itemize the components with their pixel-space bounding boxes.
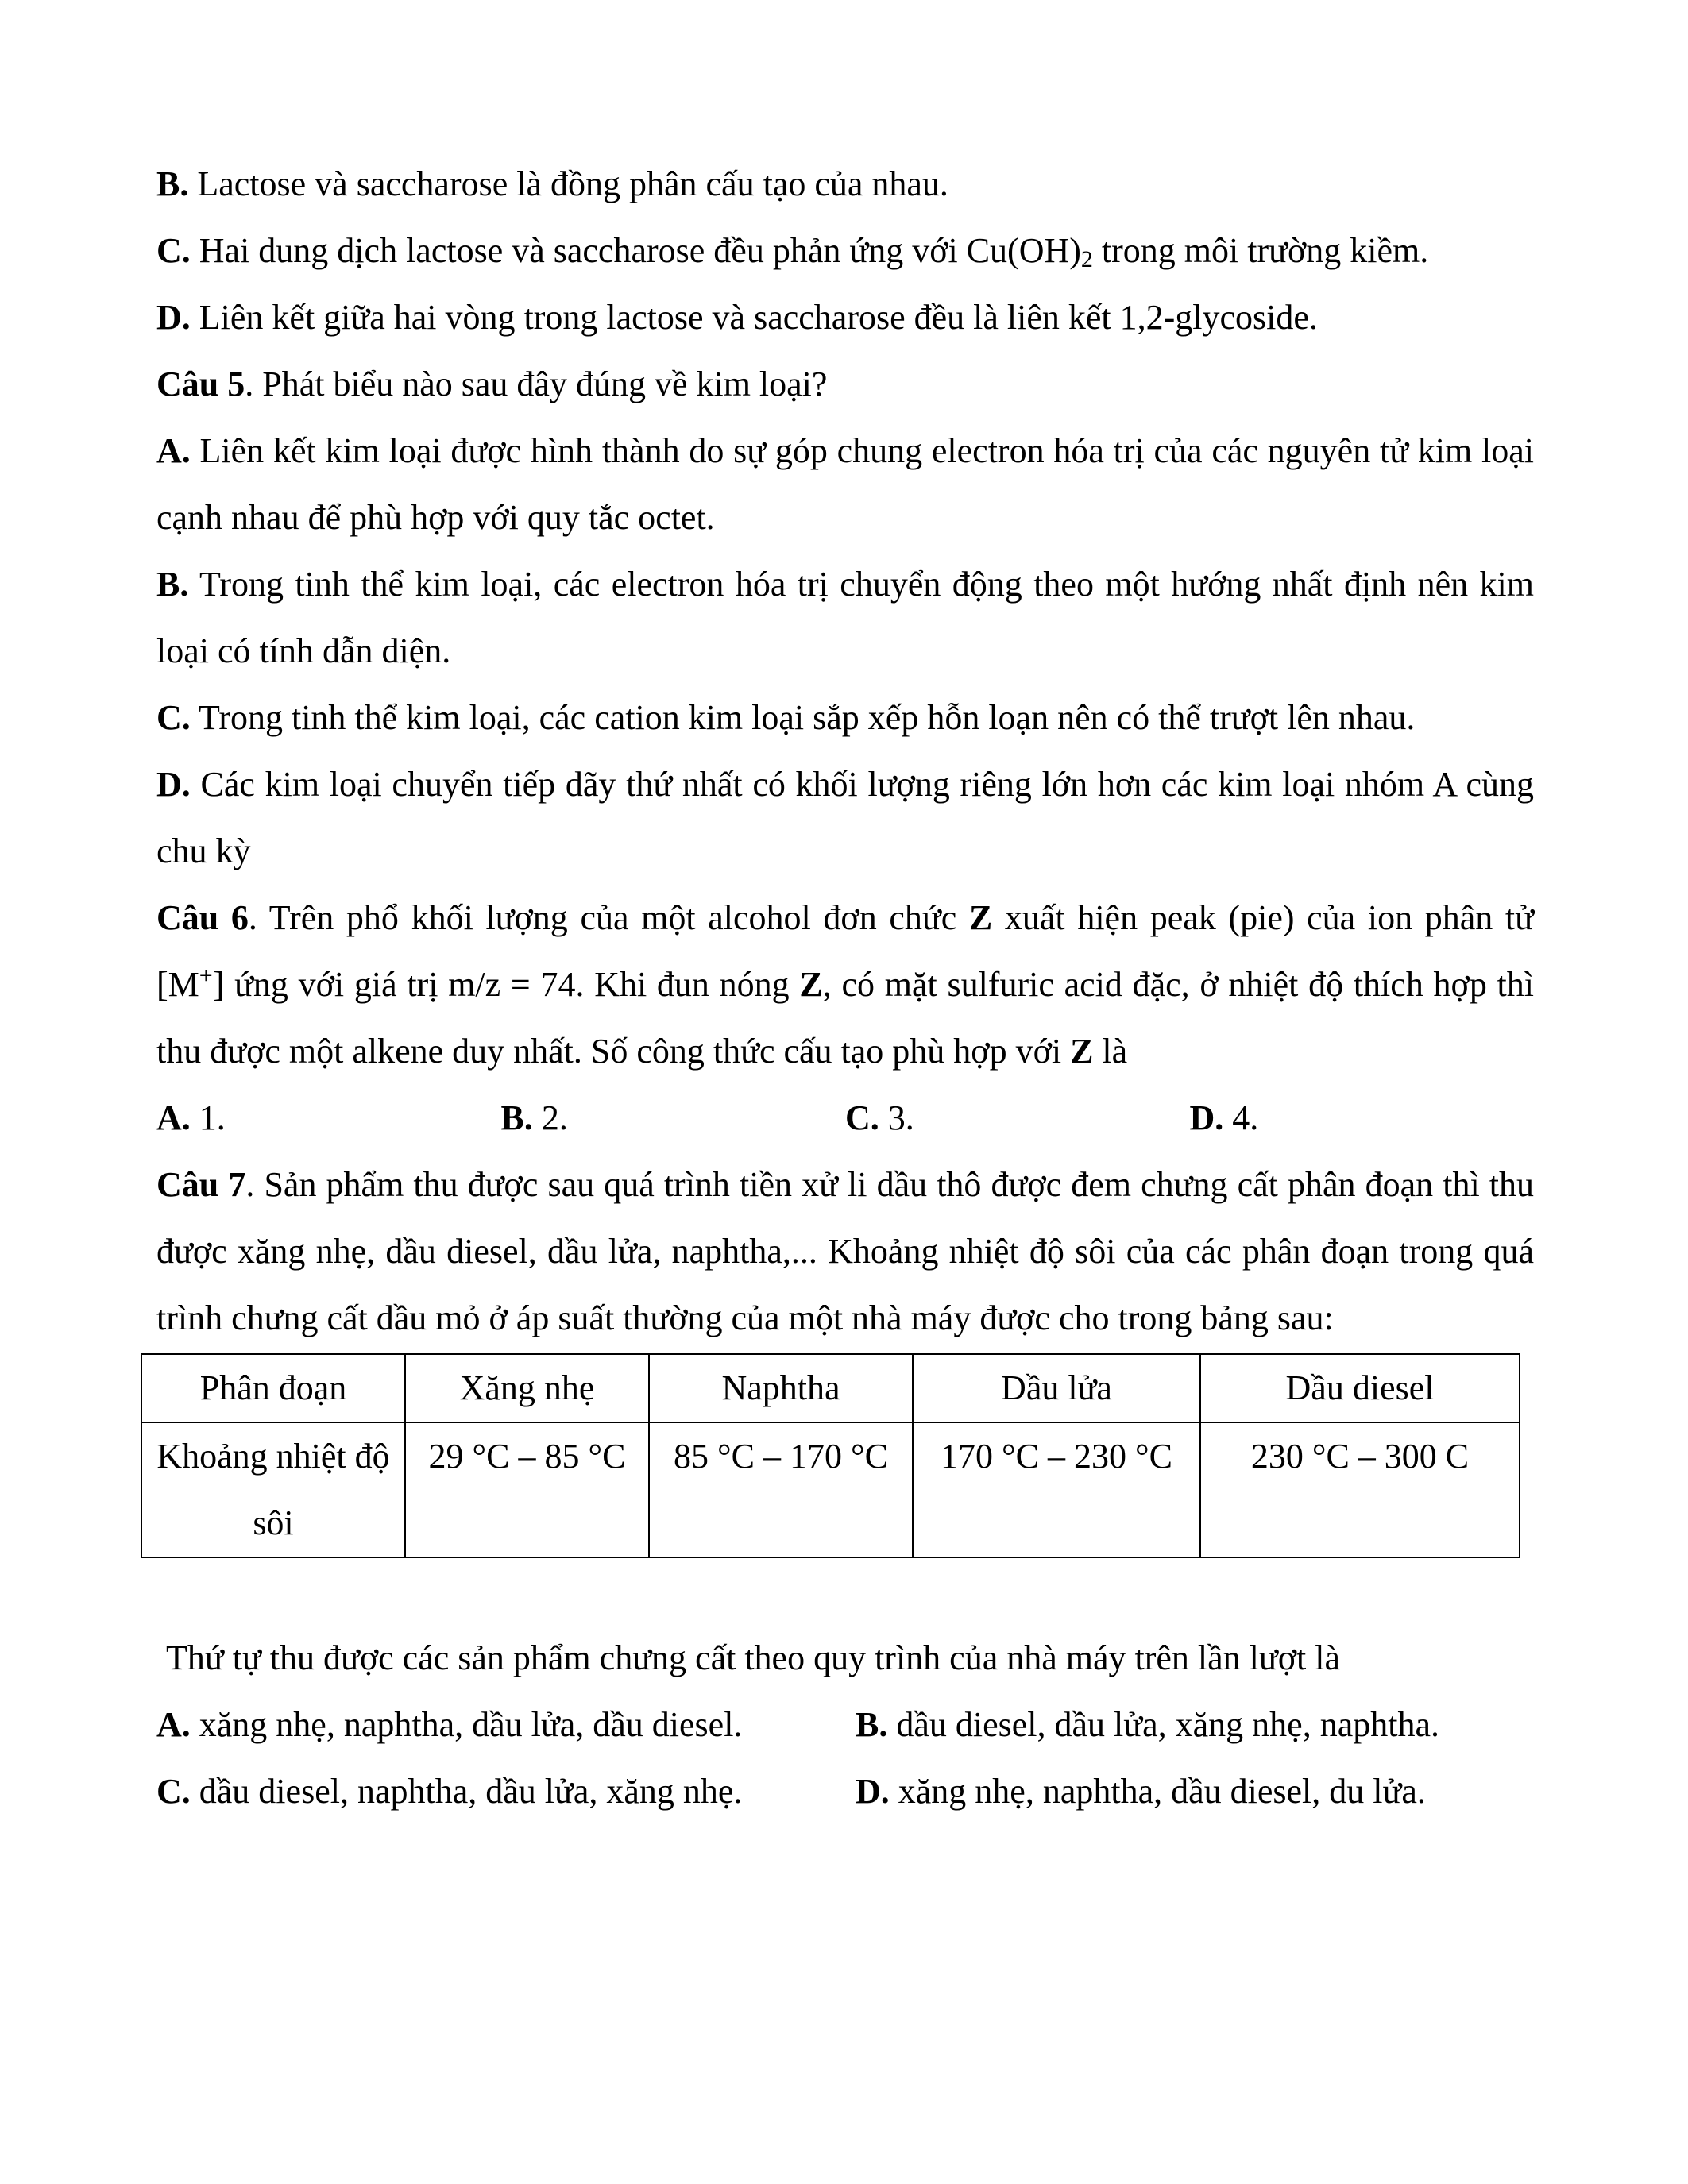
- option-text: Hai dung dịch lactose và saccharose đều phản ứng với Cu(OH): [199, 231, 1081, 270]
- q4-option-c: [156, 218, 1534, 284]
- option-label: A.: [156, 1098, 191, 1137]
- q7-options-row-1: [156, 1692, 1534, 1758]
- option-label: D.: [1189, 1098, 1224, 1137]
- option-label: A.: [156, 1705, 191, 1744]
- table-cell: 230 °C – 300 C: [1200, 1422, 1520, 1557]
- q6-options: [156, 1085, 1534, 1152]
- variable-z: Z: [799, 965, 823, 1004]
- variable-z: Z: [1070, 1032, 1094, 1071]
- option-text: 3.: [879, 1098, 914, 1137]
- option-label: D.: [856, 1772, 890, 1811]
- table-cell: 29 °C – 85 °C: [405, 1422, 649, 1557]
- option-label: D.: [156, 765, 191, 804]
- option-label: C.: [156, 231, 191, 270]
- option-label: B.: [156, 565, 189, 604]
- question-text: là: [1093, 1032, 1128, 1071]
- q6-option-d: [1190, 1085, 1535, 1152]
- q5-stem: [156, 351, 1534, 418]
- q5-option-a: [156, 418, 1534, 551]
- question-text: . Trên phổ khối lượng của một alcohol đơn chức: [248, 898, 969, 937]
- option-text: trong môi trường kiềm.: [1092, 231, 1429, 270]
- question-text: . Phát biểu nào sau đây đúng về kim loại?: [245, 365, 828, 403]
- q7-option-d: [856, 1758, 1534, 1825]
- option-text: Trong tinh thể kim loại, các cation kim loại sắp xếp hỗn loạn nên có thể trượt lên nhau.: [199, 698, 1416, 737]
- q4-option-b: [156, 151, 1534, 218]
- option-label: B.: [156, 164, 189, 203]
- exam-page: [156, 151, 1534, 1825]
- question-label: Câu 7: [156, 1165, 246, 1204]
- table-cell: Naphtha: [649, 1354, 913, 1422]
- question-text: . Sản phẩm thu được sau quá trình tiền xử li dầu thô được đem chưng cất phân đoạn thì thu được xăng nhẹ, dầu diesel, dầu lửa, naphtha,... Khoảng nhiệt độ sôi của các phân đoạn trong quá trình chưng cất dầu mỏ ở áp suất thường của một nhà máy được cho trong bảng sau:: [156, 1165, 1534, 1337]
- table-cell: 170 °C – 230 °C: [913, 1422, 1200, 1557]
- table-cell: Dầu lửa: [913, 1354, 1200, 1422]
- option-label: D.: [156, 298, 191, 337]
- option-text: 4.: [1223, 1098, 1259, 1137]
- q7-option-c: [156, 1758, 856, 1825]
- q5-option-d: [156, 751, 1534, 885]
- option-text: dầu diesel, naphtha, dầu lửa, xăng nhẹ.: [190, 1772, 743, 1811]
- option-text: Liên kết giữa hai vòng trong lactose và saccharose đều là liên kết 1,2-glycoside.: [199, 298, 1318, 337]
- option-label: C.: [845, 1098, 879, 1137]
- q7-options-row-2: [156, 1758, 1534, 1825]
- superscript: +: [199, 963, 213, 989]
- option-text: xăng nhẹ, naphtha, dầu diesel, du lửa.: [889, 1772, 1426, 1811]
- q7-option-a: [156, 1692, 856, 1758]
- option-text: Trong tinh thể kim loại, các electron hóa trị chuyển động theo một hướng nhất định nên kim loại có tính dẫn diện.: [156, 565, 1534, 670]
- option-label: B.: [500, 1098, 533, 1137]
- q6-option-c: [845, 1085, 1190, 1152]
- option-text: Lactose và saccharose là đồng phân cấu tạo của nhau.: [197, 164, 948, 203]
- q7-option-b: [856, 1692, 1534, 1758]
- distillation-table: [141, 1353, 1520, 1558]
- q7-stem: [156, 1152, 1534, 1352]
- table-cell: Phân đoạn: [141, 1354, 405, 1422]
- option-label: A.: [156, 431, 191, 470]
- option-text: 2.: [532, 1098, 568, 1137]
- q6-stem: [156, 885, 1534, 1085]
- option-label: C.: [156, 698, 191, 737]
- q5-option-c: [156, 685, 1534, 751]
- q7-question: Thứ tự thu được các sản phẩm chưng cất theo quy trình của nhà máy trên lần lượt là: [166, 1638, 1340, 1677]
- subscript: 2: [1080, 246, 1093, 272]
- question-label: Câu 5: [156, 365, 245, 403]
- option-label: C.: [156, 1772, 191, 1811]
- q5-option-b: [156, 551, 1534, 685]
- q6-option-b: [501, 1085, 846, 1152]
- option-text: Liên kết kim loại được hình thành do sự góp chung electron hóa trị của các nguyên tử kim loại cạnh nhau để phù hợp với quy tắc octet.: [156, 431, 1534, 537]
- question-label: Câu 6: [156, 898, 249, 937]
- option-text: xăng nhẹ, naphtha, dầu lửa, dầu diesel.: [190, 1705, 743, 1744]
- distillation-table-wrap: [141, 1353, 1534, 1558]
- table-cell: Dầu diesel: [1200, 1354, 1520, 1422]
- option-text: dầu diesel, dầu lửa, xăng nhẹ, naphtha.: [887, 1705, 1439, 1744]
- q4-option-d: [156, 284, 1534, 351]
- question-text: ] ứng với giá trị m/z = 74. Khi đun nóng: [212, 965, 800, 1004]
- table-cell: Khoảng nhiệt độ sôi: [141, 1422, 405, 1557]
- question-text: , có mặt sulfuric acid đặc, ở nhiệt độ thích hợp thì thu được một alkene duy nhất. Số công thức cấu tạo phù hợp với: [156, 965, 1534, 1071]
- option-text: 1.: [190, 1098, 226, 1137]
- table-header-row: [141, 1354, 1520, 1422]
- table-row: [141, 1422, 1520, 1557]
- q6-option-a: [156, 1085, 501, 1152]
- option-label: B.: [856, 1705, 888, 1744]
- variable-z: Z: [968, 898, 993, 937]
- question-text: xuất hiện peak (pie) của ion phân tử [M: [156, 898, 1534, 1004]
- table-cell: Xăng nhẹ: [405, 1354, 649, 1422]
- option-text: Các kim loại chuyển tiếp dãy thứ nhất có khối lượng riêng lớn hơn các kim loại nhóm A cùng chu kỳ: [156, 765, 1534, 870]
- table-cell: 85 °C – 170 °C: [649, 1422, 913, 1557]
